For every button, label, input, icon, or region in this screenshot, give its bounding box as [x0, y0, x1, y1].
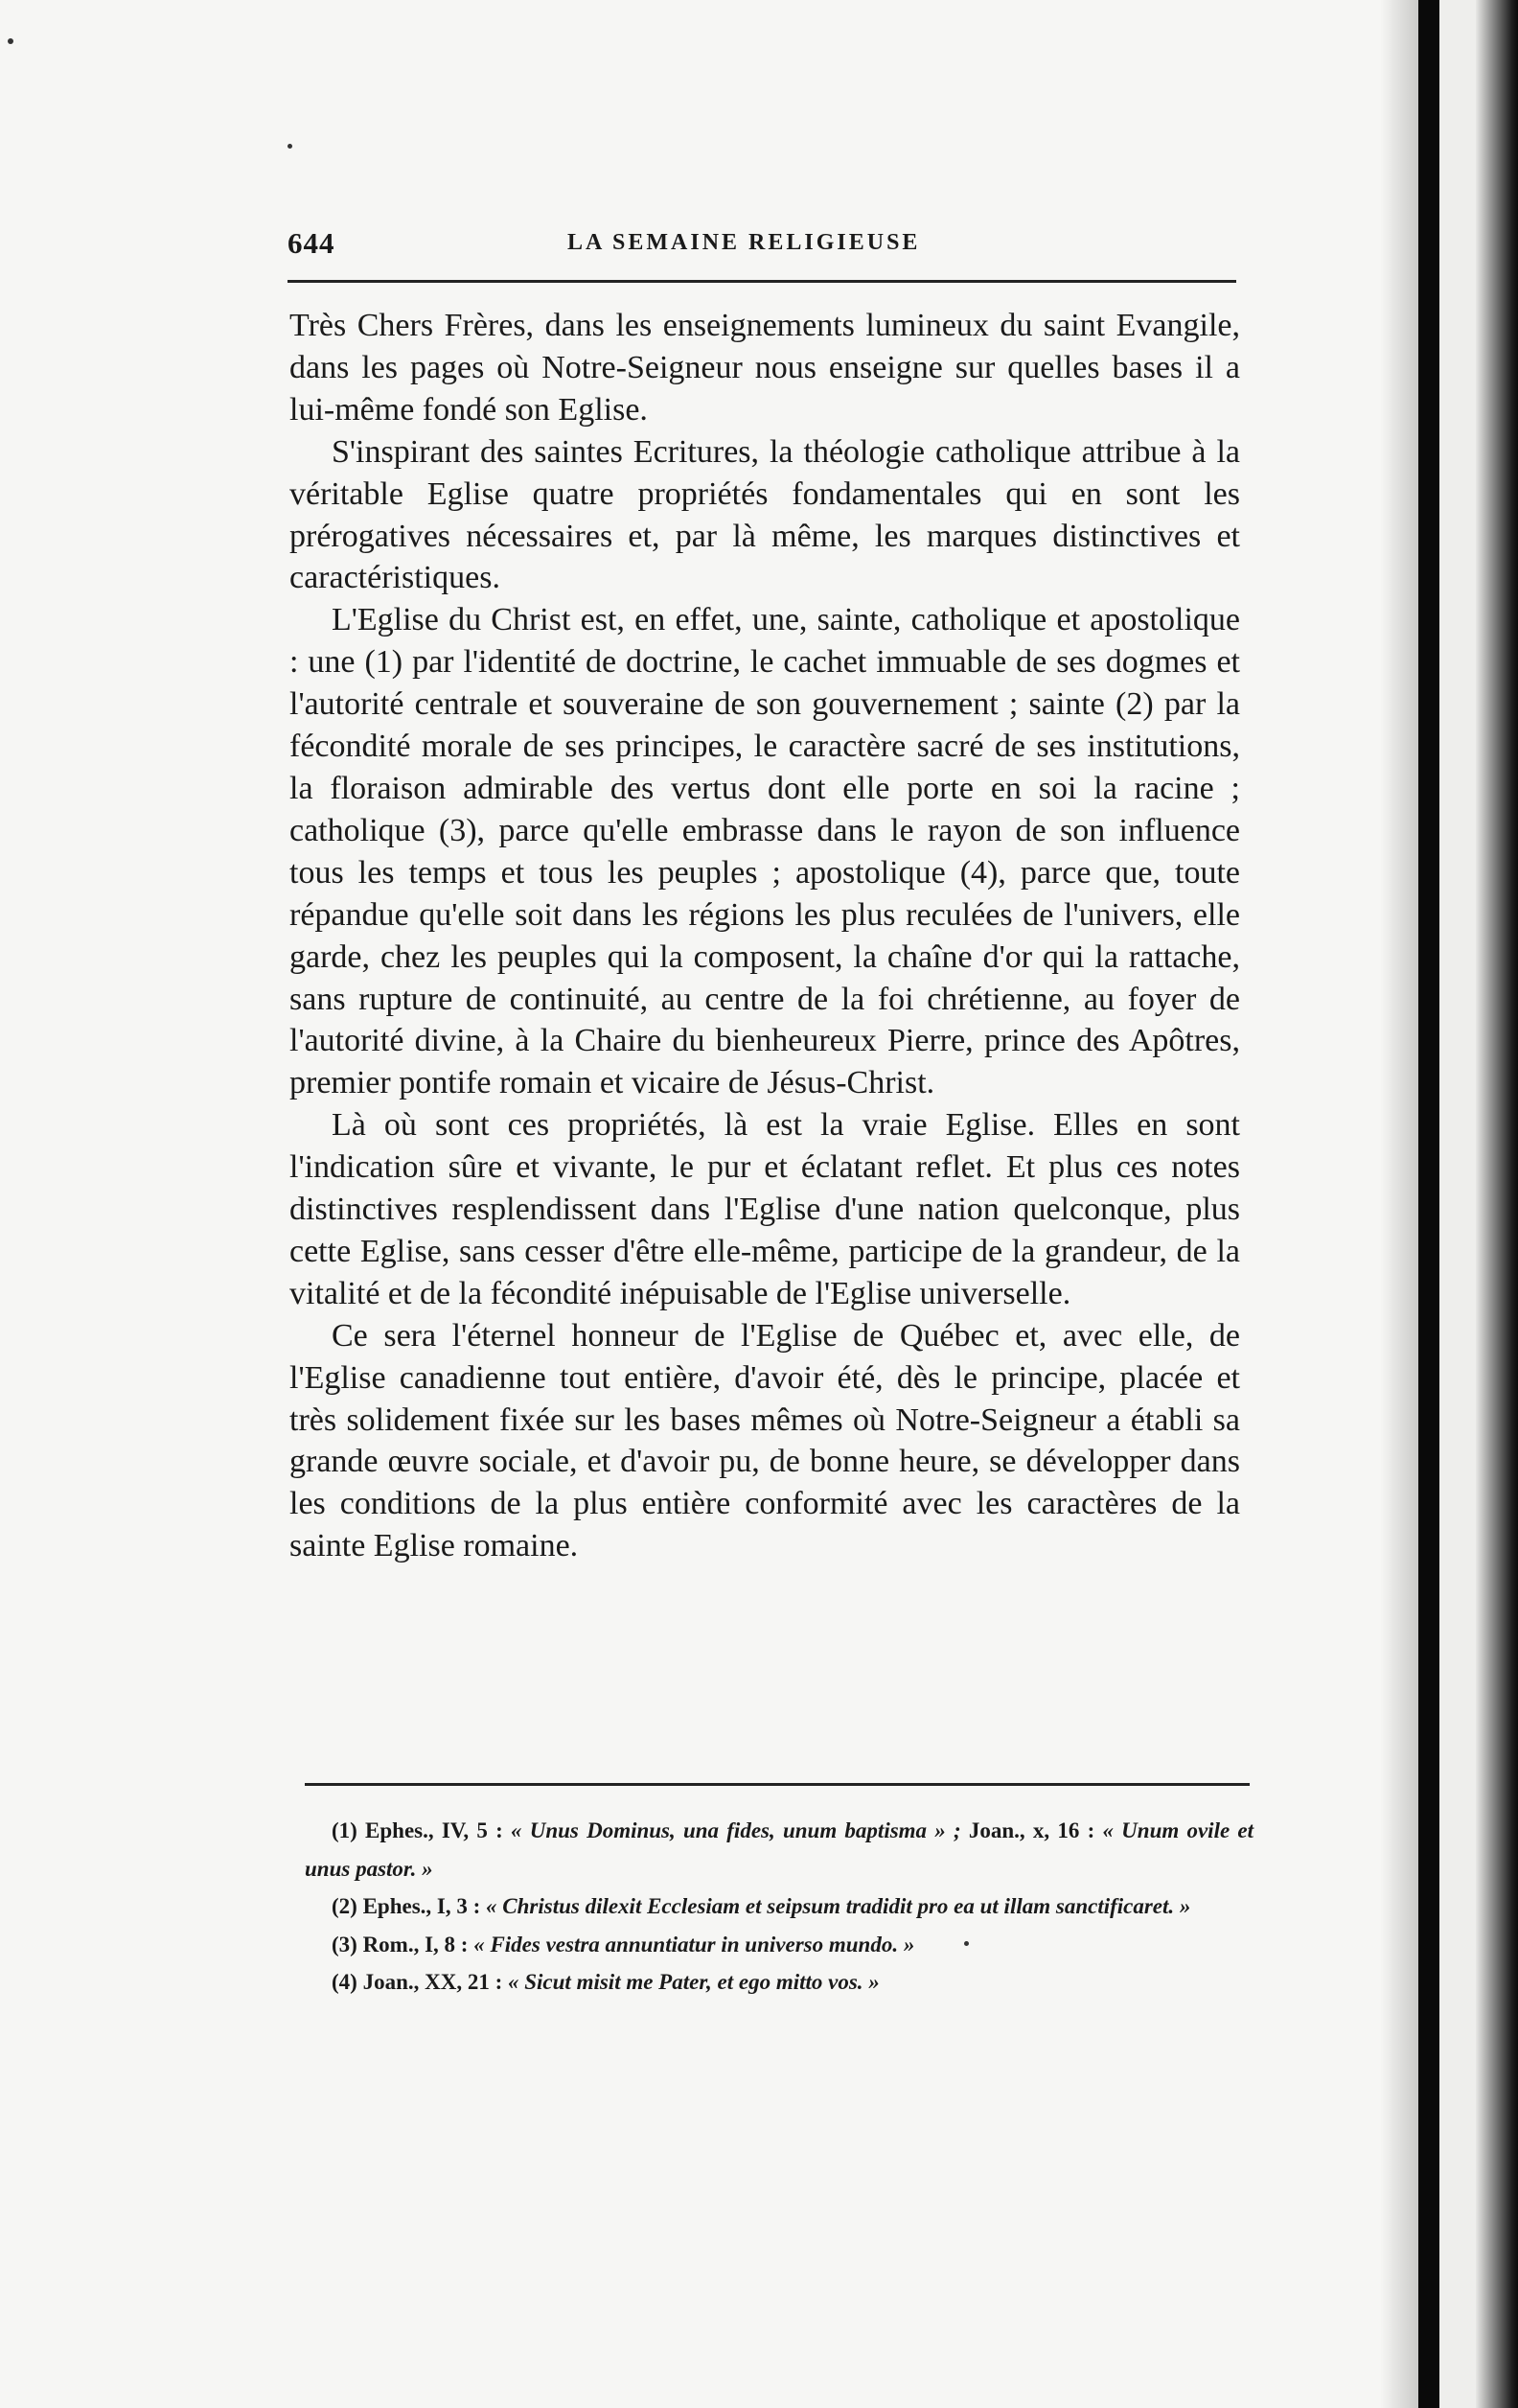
footnote [305, 1887, 1254, 1926]
running-title: LA SEMAINE RELIGIEUSE [567, 230, 921, 255]
gutter-shadow [1380, 0, 1418, 2408]
paragraph: Très Chers Frères, dans les enseignements lumineux du saint Evangile, dans les pages où Notre-Seigneur nous enseigne sur quelles bases il a lui-même fondé son Eglise. [289, 308, 1240, 428]
scan-speck [8, 38, 13, 44]
footnote [305, 1812, 1254, 1887]
paragraph: S'inspirant des saintes Ecritures, la théologie catholique attribue à la véritable Eglise quatre propriétés fondamentales qui en sont les prérogatives nécessaires et, par là même, les marques distinctives et caractéristiques. [289, 433, 1240, 596]
footnote-quote: « Christus dilexit Ecclesiam et seipsum tradidit pro ea ut illam sanctificaret. » [486, 1894, 1191, 1918]
scan-speck [288, 144, 292, 149]
footnote-ref: (2) Ephes., I, 3 : [332, 1894, 487, 1918]
footnote-ref: (3) Rom., I, 8 : [332, 1932, 474, 1956]
paragraph: L'Eglise du Christ est, en effet, une, sainte, catholique et apostolique : une (1) par l'identité de doctrine, le cachet immuable de ses dogmes et l'autorité centrale et souveraine de son gouvernement ; sainte (2) par la fécondité morale de ses principes, le caractère sacré de ses institutions, la floraison admirable des vertus dont elle porte en soi la racine ; catholique (3), parce qu'elle embrasse dans le rayon de son influence tous les temps et tous les peuples ; apostolique (4), parce que, toute répandue qu'elle soit dans les régions les plus reculées de l'univers, elle garde, chez les peuples qui la composent, la chaîne d'or qui la rattache, sans rupture de continuité, au centre de la foi chrétienne, au foyer de l'autorité divine, à la Chaire du bienheureux Pierre, prince des Apôtres, premier pontife romain et vicaire de Jésus-Christ. [289, 602, 1240, 1101]
footnote-quote: « Fides vestra annuntiatur in universo mundo. » [473, 1932, 915, 1956]
paragraph: Là où sont ces propriétés, là est la vraie Eglise. Elles en sont l'indication sûre et vivante, le pur et éclatant reflet. Et plus ces notes distinctives resplendissent dans l'Eglise d'une nation quelconque, plus cette Eglise, sans cesser d'être elle-même, participe de la grandeur, de la vitalité et de la fécondité inépuisable de l'Eglise universelle. [289, 1107, 1240, 1311]
footnotes [305, 1812, 1254, 2002]
body-text [289, 305, 1240, 1567]
footnote-quote: « Unus Dominus, una fides, unum baptisma » ; [511, 1818, 961, 1842]
footnote-quote-2: « Unum ovile et unus pastor. » [305, 1818, 1254, 1881]
page-number: 644 [288, 226, 335, 260]
footnote-rule [305, 1783, 1250, 1786]
footnote-ref-2: Joan., x, 16 : [960, 1818, 1103, 1842]
header-rule [288, 280, 1236, 283]
footnote [305, 1926, 1254, 1964]
footnote-quote: « Sicut misit me Pater, et ego mitto vos. » [508, 1970, 880, 1994]
footnote-ref: (4) Joan., XX, 21 : [332, 1970, 508, 1994]
footnote [305, 1963, 1254, 2002]
facing-page-shadow [1476, 0, 1518, 2408]
paragraph: Ce sera l'éternel honneur de l'Eglise de Québec et, avec elle, de l'Eglise canadienne tout entière, d'avoir été, dès le principe, placée et très solidement fixée sur les bases mêmes où Notre-Seigneur a établi sa grande œuvre sociale, et d'avoir pu, de bonne heure, se développer dans les conditions de la plus entière conformité avec les caractères de la sainte Eglise romaine. [289, 1317, 1240, 1564]
binding-gutter [1418, 0, 1439, 2408]
footnote-ref: (1) Ephes., IV, 5 : [332, 1818, 511, 1842]
page-header [288, 226, 1236, 265]
